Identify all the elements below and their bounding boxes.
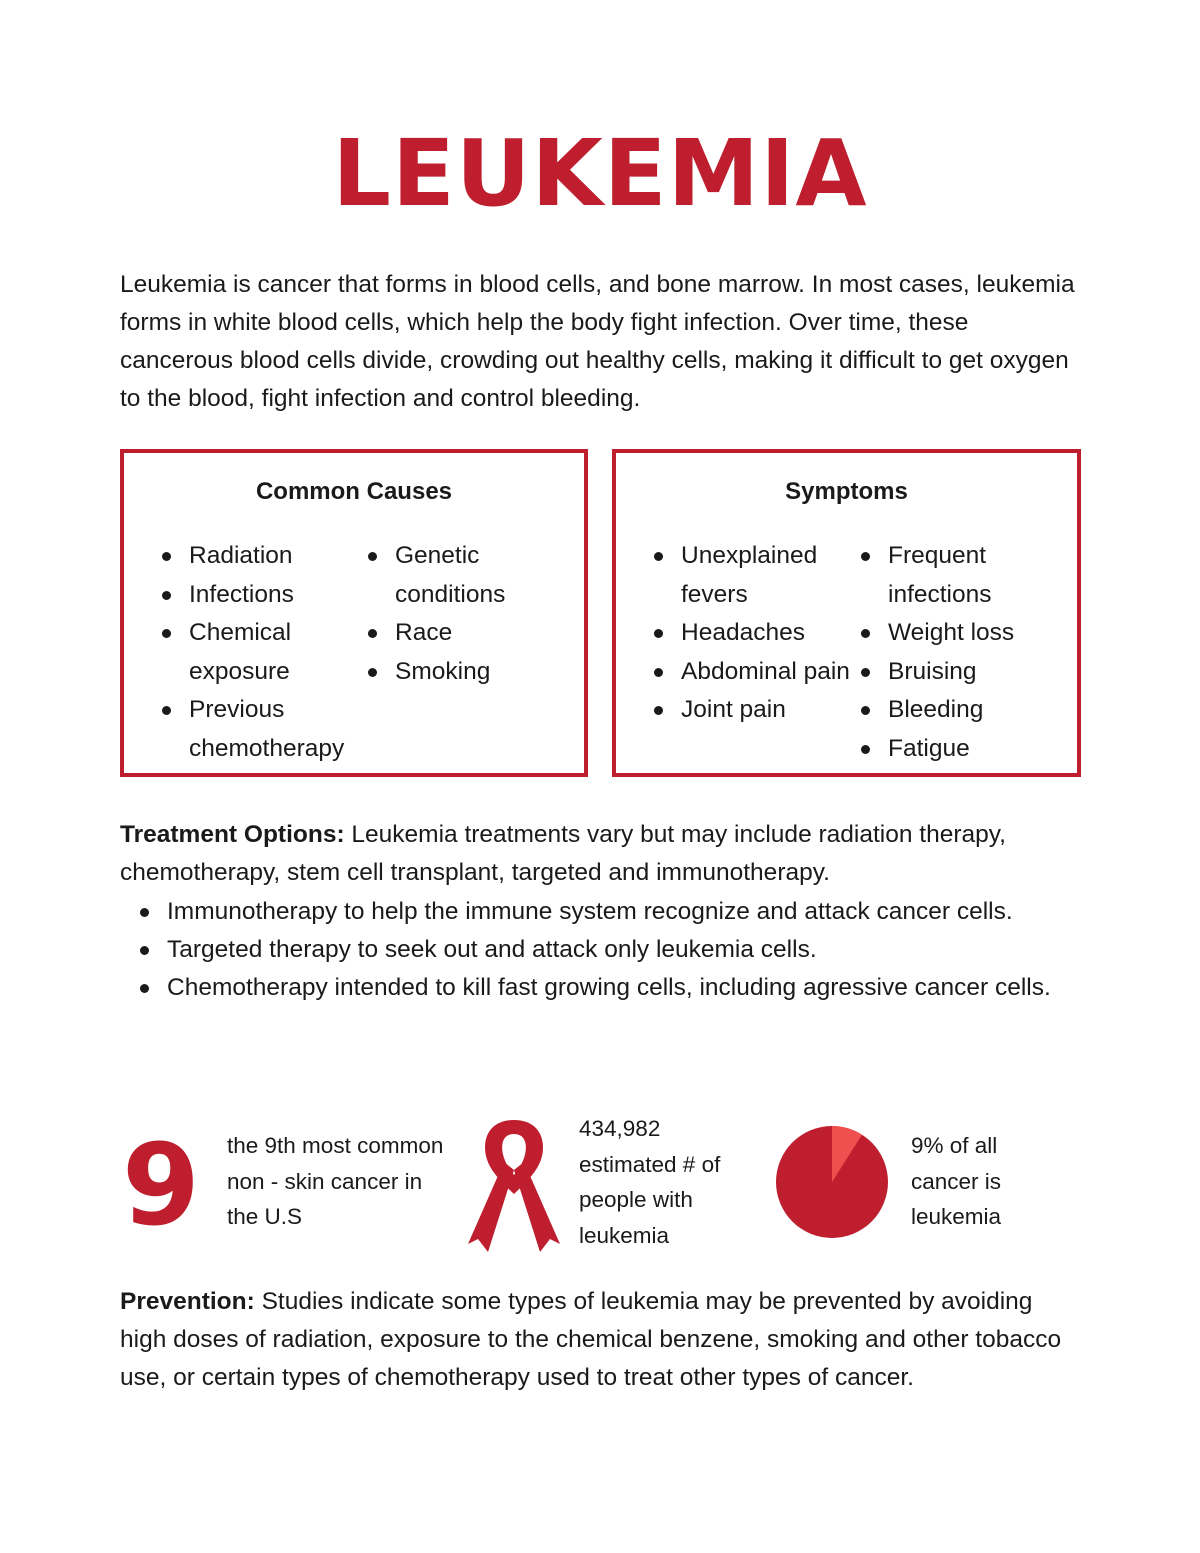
intro-paragraph: Leukemia is cancer that forms in blood cells, and bone marrow. In most cases, leukemia forms in white blood cells, which help the body fight infection. Over time, these cancerous blood cells divide, crowding out healthy cells, making it difficult to get oxygen to the blood, fight infection and control bleeding. (120, 271, 1075, 412)
causes-list-col1 (160, 537, 360, 768)
list-item: Abdominal pain (652, 653, 852, 692)
treatment-text: Leukemia treatments vary but may include radiation therapy, chemotherapy, stem cell transplant, targeted and immunotherapy. (120, 821, 1006, 886)
list-item: Bleeding (859, 691, 1069, 730)
list-item: Unexplained fevers (652, 537, 852, 614)
count-number: 434,982 (579, 1116, 661, 1141)
count-stat (579, 1111, 769, 1253)
count-text: estimated # of people with leukemia (579, 1151, 721, 1248)
prevention-paragraph (120, 1283, 1080, 1397)
list-item: Targeted therapy to seek out and attack only leukemia cells. (138, 931, 1083, 969)
big-number: 9 (122, 1121, 200, 1251)
list-item: Frequent infections (859, 537, 1069, 614)
list-item: Bruising (859, 653, 1069, 692)
common-causes-box (120, 449, 588, 777)
symptoms-list-col1 (652, 537, 852, 730)
treatment-list (138, 893, 1083, 1007)
ribbon-loop (485, 1120, 543, 1194)
list-item: Immunotherapy to help the immune system recognize and attack cancer cells. (138, 893, 1083, 931)
symptoms-list-col2 (859, 537, 1069, 768)
list-item: Joint pain (652, 691, 852, 730)
symptoms-box (612, 449, 1081, 777)
list-item: Radiation (160, 537, 360, 576)
treatment-label: Treatment Options: (120, 821, 345, 848)
symptoms-heading: Symptoms (785, 478, 908, 505)
awareness-ribbon-icon (468, 1114, 560, 1252)
list-item: Race (366, 614, 566, 653)
treatment-paragraph (120, 816, 1080, 892)
list-item: Headaches (652, 614, 852, 653)
list-item: Chemotherapy intended to kill fast growing cells, including agressive cancer cells. (138, 969, 1083, 1007)
list-item: Smoking (366, 653, 566, 692)
page-title: LEUKEMIA (332, 120, 868, 227)
common-causes-heading: Common Causes (255, 478, 453, 505)
causes-list-col2 (366, 537, 566, 691)
list-item: Genetic conditions (366, 537, 566, 614)
list-item: Weight loss (859, 614, 1069, 653)
list-item: Previous chemotherapy (160, 691, 360, 768)
prevention-text: Studies indicate some types of leukemia may be prevented by avoiding high doses of radiation, exposure to the chemical benzene, smoking and other tobacco use, or certain types of chemotherapy used to treat other types of cancer. (120, 1288, 1062, 1391)
list-item: Infections (160, 576, 360, 615)
percent-pie-chart (776, 1126, 888, 1238)
percent-stat-text: 9% of all cancer is leukemia (911, 1133, 1002, 1229)
list-item: Chemical exposure (160, 614, 360, 691)
list-item: Fatigue (859, 730, 1069, 769)
rank-stat-text: the 9th most common non - skin cancer in the U.S (227, 1133, 444, 1229)
prevention-label: Prevention: (120, 1288, 255, 1315)
